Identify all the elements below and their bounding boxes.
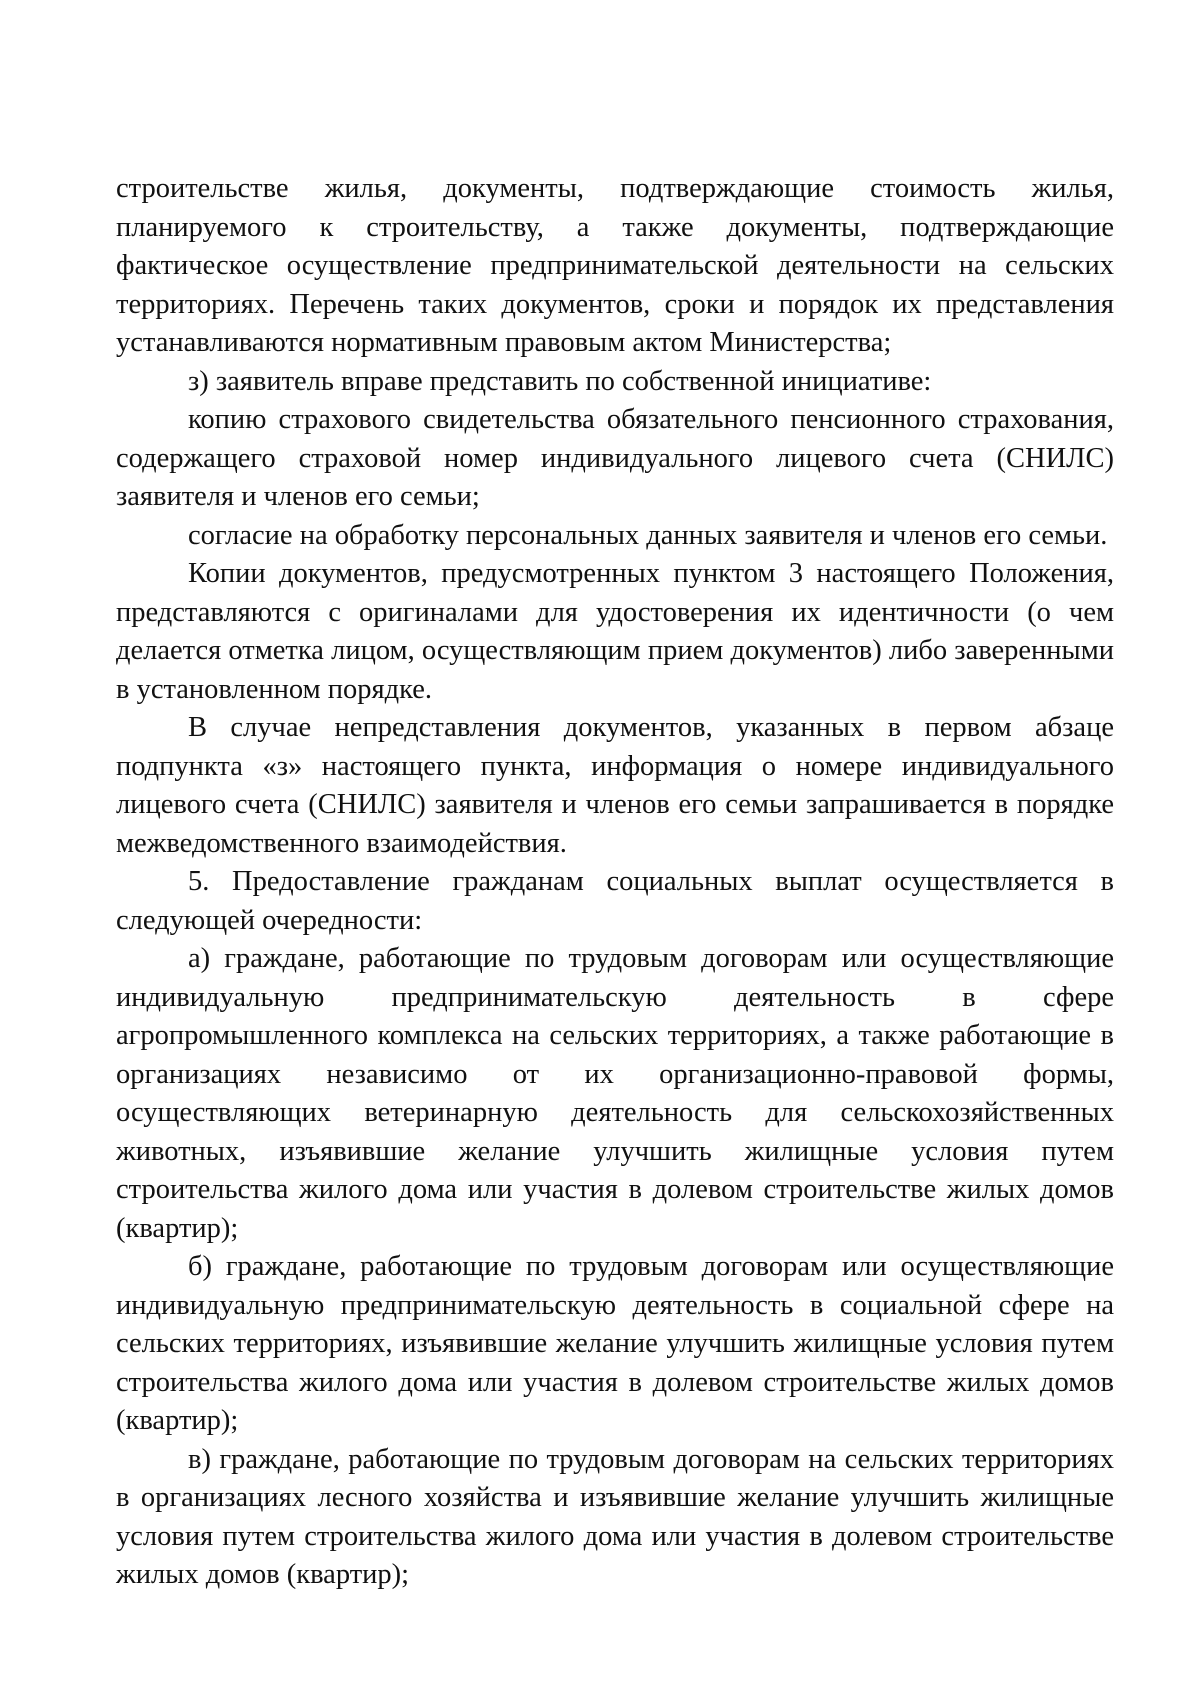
paragraph-snils-copy: копию страхового свидетельства обязательного пенсионного страхования, содержащего страховой номер индивидуального лицевого счета (СНИЛС) заявителя и членов его семьи;	[116, 404, 1114, 512]
paragraph-continuation: строительстве жилья, документы, подтверждающие стоимость жилья, планируемого к строительству, а также документы, подтверждающие фактическое осуществление предпринимательской деятельности на сельских территориях. Перечень таких документов, сроки и порядок их представления устанавливаются нормативным правовым актом Министерства;	[116, 173, 1114, 358]
paragraph-consent: согласие на обработку персональных данных заявителя и членов его семьи.	[188, 519, 1108, 551]
paragraph-item-z: з) заявитель вправе представить по собственной инициативе:	[188, 365, 932, 397]
paragraph-item-b: б) граждане, работающие по трудовым договорам или осуществляющие индивидуальную предпринимательскую деятельность в социальной сфере на сельских территориях, изъявившие желание улучшить жилищные условия путем строительства жилого дома или участия в долевом строительстве жилых домов (квартир);	[116, 1251, 1114, 1436]
paragraph-copies: Копии документов, предусмотренных пунктом 3 настоящего Положения, представляются с оригиналами для удостоверения их идентичности (о чем делается отметка лицом, осуществляющим прием документов) либо заверенными в установленном порядке.	[116, 558, 1114, 705]
paragraph-item-a: а) граждане, работающие по трудовым договорам или осуществляющие индивидуальную предпринимательскую деятельность в сфере агропромышленного комплекса на сельских территориях, а также работающие в организациях независимо от их организационно-правовой формы, осуществляющих ветеринарную деятельность для сельскохозяйственных животных, изъявившие желание улучшить жилищные условия путем строительства жилого дома или участия в долевом строительстве жилых домов (квартир);	[116, 943, 1114, 1244]
paragraph-non-submission: В случае непредставления документов, указанных в первом абзаце подпункта «з» настоящего пункта, информация о номере индивидуального лицевого счета (СНИЛС) заявителя и членов его семьи запрашивается в порядке межведомственного взаимодействия.	[116, 712, 1114, 859]
document-body	[116, 170, 1114, 1595]
paragraph-item-v: в) граждане, работающие по трудовым договорам на сельских территориях в организациях лесного хозяйства и изъявившие желание улучшить жилищные условия путем строительства жилого дома или участия в долевом строительстве жилых домов (квартир);	[116, 1443, 1114, 1590]
paragraph-section-5: 5. Предоставление гражданам социальных выплат осуществляется в следующей очередности:	[116, 866, 1114, 936]
